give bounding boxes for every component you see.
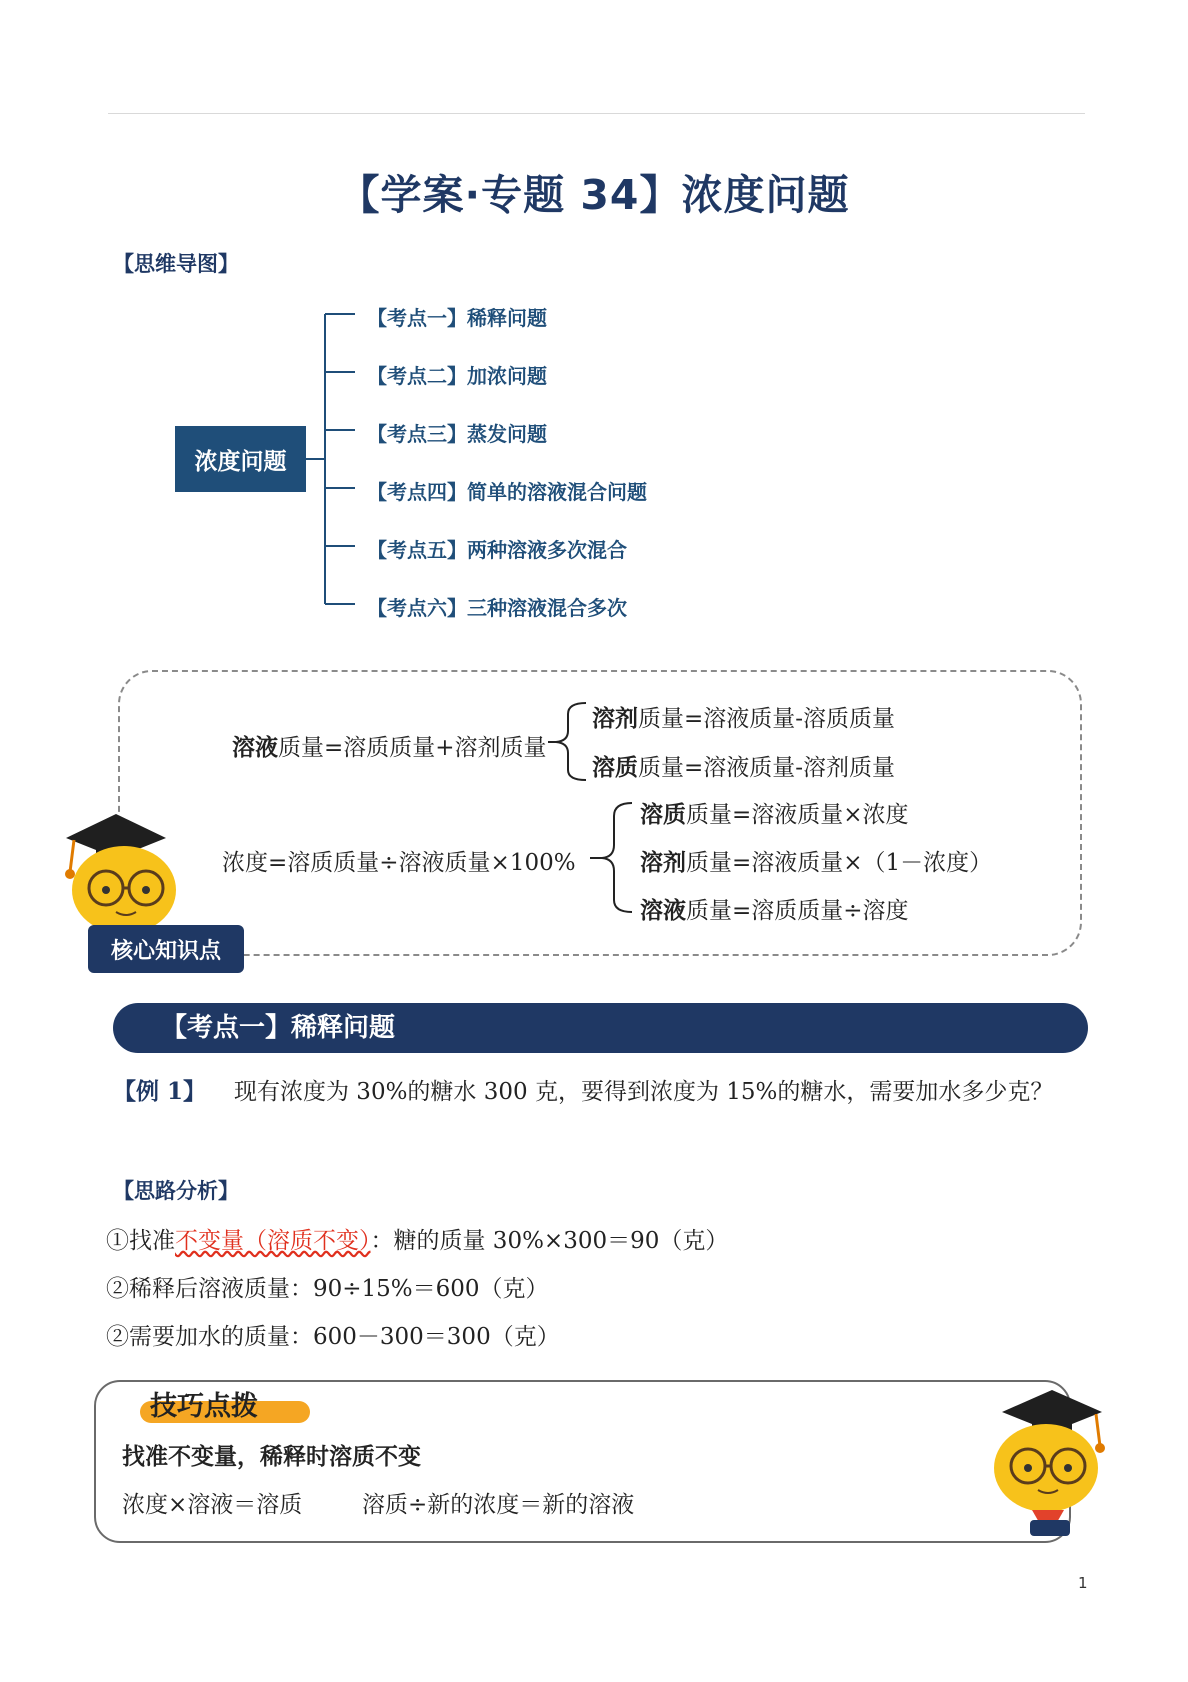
- section-banner: 【考点一】稀释问题: [113, 1003, 1088, 1053]
- analysis-label: 【思路分析】: [113, 1179, 239, 1203]
- mindmap-item-3: 【考点三】蒸发问题: [367, 422, 547, 446]
- formula-solvent-by-concentration: 溶剂质量=溶液质量×（1－浓度）: [640, 850, 993, 876]
- formula-solvent-mass: 溶剂质量=溶液质量-溶质质量: [592, 706, 896, 732]
- mindmap-item-5: 【考点五】两种溶液多次混合: [367, 538, 627, 562]
- page-title: 【学案·专题 34】浓度问题: [338, 171, 850, 219]
- analysis-step-3: ②需要加水的质量：600－300＝300（克）: [106, 1324, 560, 1350]
- tips-title: 技巧点拨: [150, 1391, 258, 1422]
- mindmap-item-1: 【考点一】稀释问题: [367, 306, 547, 330]
- mascot-doctor-icon: [972, 1382, 1112, 1542]
- formula-solution-mass: 溶液质量=溶质质量+溶剂质量: [232, 735, 547, 761]
- tips-line-1: 找准不变量，稀释时溶质不变: [122, 1443, 421, 1470]
- mindmap-root: 浓度问题: [175, 426, 306, 492]
- analysis-step-2: ②稀释后溶液质量：90÷15%＝600（克）: [106, 1276, 549, 1302]
- mindmap-item-2: 【考点二】加浓问题: [367, 364, 547, 388]
- mindmap-label: 【思维导图】: [113, 252, 239, 276]
- page-number: 1: [1078, 1574, 1088, 1592]
- core-knowledge-tag: 核心知识点: [88, 925, 244, 973]
- formula-solute-by-concentration: 溶质质量=溶液质量×浓度: [640, 802, 909, 828]
- analysis-step-1: ①找准不变量（溶质不变）：糖的质量 30%×300＝90（克）: [106, 1228, 729, 1254]
- tips-line-2a: 浓度×溶液＝溶质: [122, 1492, 303, 1518]
- mindmap-item-6: 【考点六】三种溶液混合多次: [367, 596, 627, 620]
- example-question: 现有浓度为 30%的糖水 300 克，要得到浓度为 15%的糖水，需要加水多少克？: [234, 1079, 1054, 1105]
- example-label: 【例 1】: [113, 1078, 207, 1105]
- formula-concentration: 浓度=溶质质量÷溶液质量×100%: [222, 850, 576, 876]
- mindmap-item-4: 【考点四】简单的溶液混合问题: [367, 480, 647, 504]
- formula-solution-by-concentration: 溶液质量=溶质质量÷溶度: [640, 898, 909, 924]
- tips-line-2b: 溶质÷新的浓度＝新的溶液: [362, 1492, 635, 1518]
- mascot-doctor-icon: [56, 808, 196, 938]
- formula-solute-mass: 溶质质量=溶液质量-溶剂质量: [592, 755, 896, 781]
